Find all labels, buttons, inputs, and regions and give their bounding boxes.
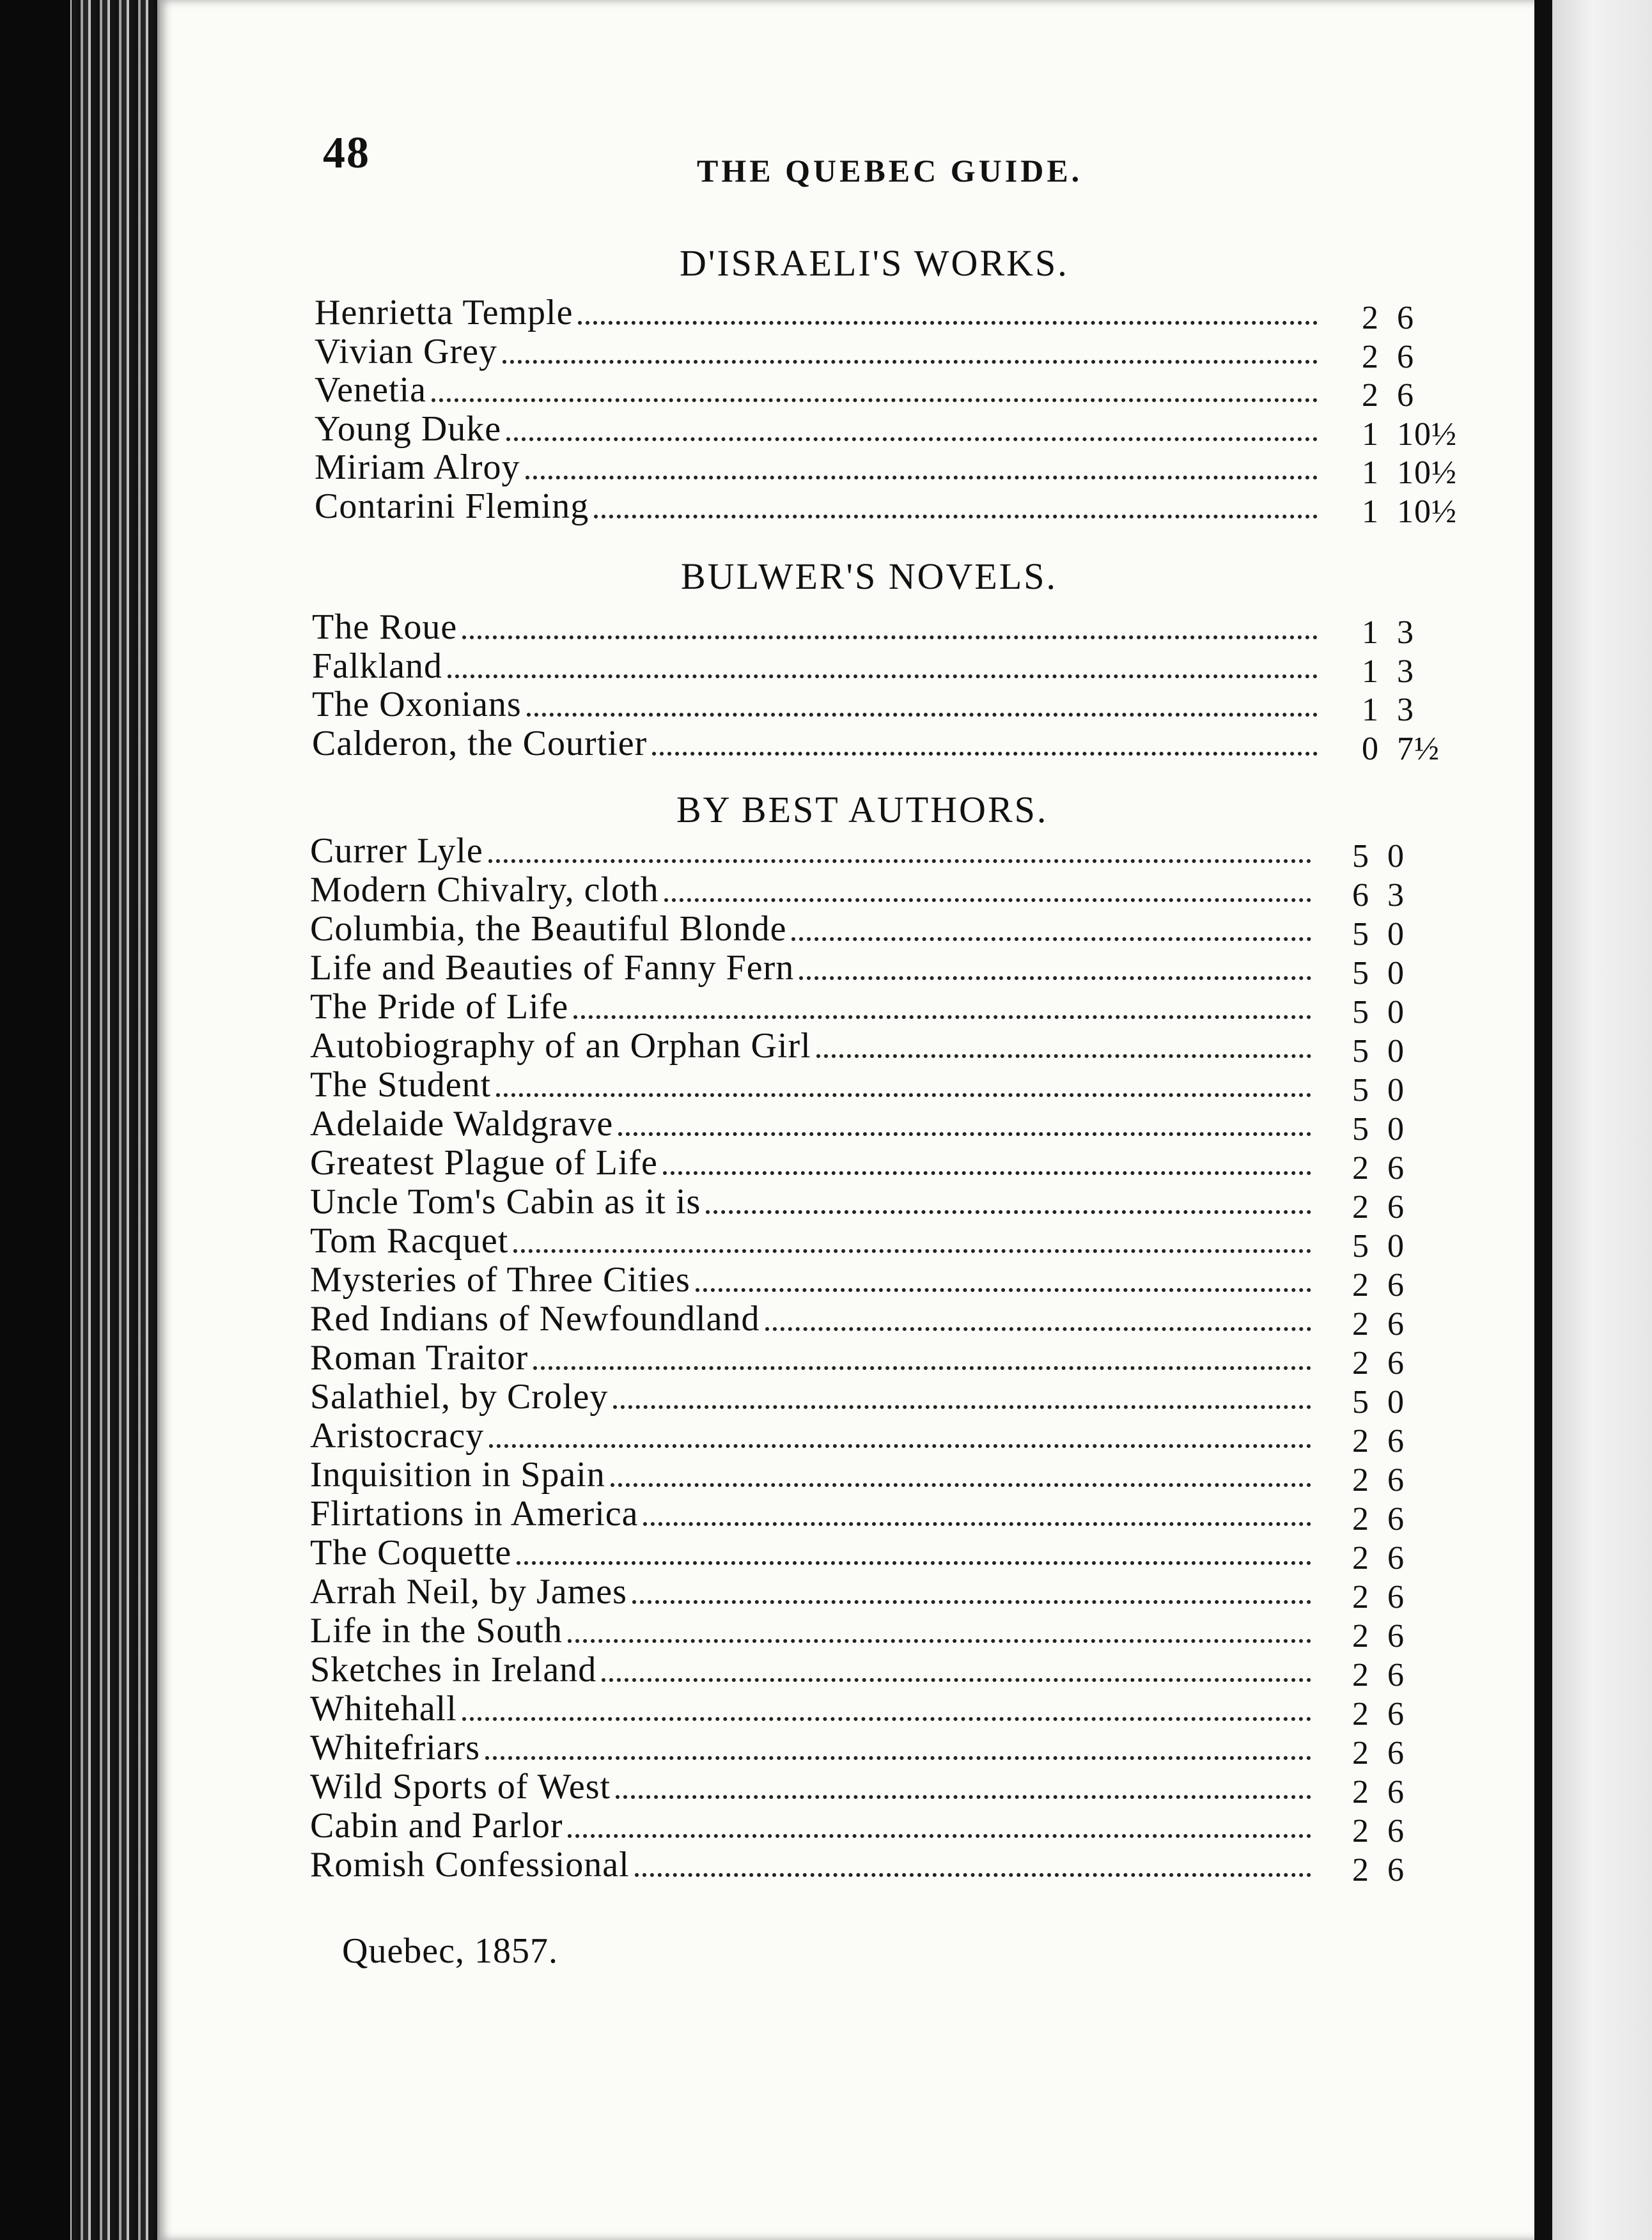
- entry-price: 5 0: [1352, 1111, 1405, 1147]
- entry-price: 5 0: [1352, 1228, 1405, 1264]
- dot-leader: [462, 635, 1318, 639]
- list-item: [310, 1650, 1320, 1690]
- dot-leader: [618, 1132, 1311, 1136]
- list-item: [312, 607, 1327, 647]
- scan-background: [0, 0, 70, 2240]
- dot-leader: [432, 398, 1318, 402]
- dot-leader: [632, 1600, 1311, 1604]
- entry-title: Sketches in Ireland: [310, 1650, 597, 1690]
- dot-leader: [503, 360, 1318, 364]
- entry-price: 2 6: [1352, 1189, 1405, 1225]
- dot-leader: [568, 1639, 1311, 1643]
- dot-leader: [578, 321, 1318, 325]
- list-item: [312, 724, 1327, 763]
- entry-title: Falkland: [312, 646, 442, 686]
- entry-price: 2 6: [1352, 1696, 1405, 1732]
- list-item: [310, 1299, 1320, 1339]
- list-item: [310, 1767, 1320, 1807]
- dot-leader: [448, 674, 1318, 678]
- entry-price: 5 0: [1352, 916, 1405, 953]
- list-item: [315, 447, 1327, 487]
- entry-title: Romish Confessional: [310, 1845, 630, 1885]
- list-item: [310, 1143, 1320, 1183]
- entry-price: 2 6: [1362, 300, 1414, 336]
- dot-leader: [663, 1171, 1311, 1175]
- dot-leader: [506, 437, 1318, 441]
- entry-price: 1 3: [1362, 653, 1414, 690]
- list-item: [310, 1572, 1320, 1612]
- dot-leader: [635, 1873, 1311, 1877]
- entry-price: 1 3: [1362, 692, 1414, 728]
- list-item: [310, 1026, 1320, 1066]
- list-item: [310, 909, 1320, 949]
- list-item: [310, 1104, 1320, 1144]
- list-item: [310, 831, 1320, 871]
- list-item: [310, 1494, 1320, 1534]
- entry-price: 1 10½: [1362, 494, 1457, 530]
- dot-leader: [602, 1678, 1311, 1682]
- list-item: [310, 1377, 1320, 1417]
- entry-price: 2 6: [1352, 1579, 1405, 1615]
- section-title-bulwer: BULWER'S NOVELS.: [681, 556, 1058, 597]
- dot-leader: [517, 1561, 1311, 1565]
- list-item: [310, 1728, 1320, 1768]
- entry-price: 2 6: [1352, 1852, 1405, 1888]
- entry-title: Flirtations in America: [310, 1494, 639, 1534]
- dot-leader: [706, 1210, 1311, 1214]
- entry-price: 5 0: [1352, 1384, 1405, 1420]
- entry-price: 2 6: [1352, 1345, 1405, 1381]
- dot-leader: [613, 1405, 1311, 1409]
- entry-price: 2 6: [1362, 339, 1414, 375]
- dot-leader: [489, 1444, 1311, 1448]
- dot-leader: [696, 1288, 1311, 1292]
- entry-price: 2 6: [1352, 1501, 1405, 1537]
- entry-title: Contarini Fleming: [315, 486, 589, 526]
- dot-leader: [533, 1366, 1311, 1370]
- dot-leader: [485, 1756, 1311, 1760]
- list-item: [315, 486, 1327, 526]
- entry-title: Venetia: [315, 370, 426, 410]
- section-title-best-authors: BY BEST AUTHORS.: [676, 789, 1048, 830]
- entry-title: Tom Racquet: [310, 1221, 509, 1261]
- entry-title: The Student: [310, 1065, 492, 1105]
- entry-price: 5 0: [1352, 838, 1405, 875]
- list-item: [310, 1182, 1320, 1222]
- entry-title: Arrah Neil, by James: [310, 1572, 627, 1612]
- entry-title: Salathiel, by Croley: [310, 1377, 609, 1417]
- entry-price: 2 6: [1352, 1735, 1405, 1771]
- dot-leader: [611, 1483, 1311, 1487]
- page-number: 48: [323, 128, 370, 178]
- list-item: [310, 1455, 1320, 1495]
- entry-price: 2 6: [1352, 1267, 1405, 1303]
- list-item: [310, 1338, 1320, 1378]
- dot-leader: [816, 1054, 1311, 1058]
- entry-price: 2 6: [1352, 1774, 1405, 1810]
- entry-price: 1 3: [1362, 614, 1414, 651]
- list-item: [310, 1689, 1320, 1729]
- dot-leader: [462, 1717, 1311, 1721]
- entry-price: 6 3: [1352, 877, 1405, 914]
- entry-price: 2 6: [1352, 1618, 1405, 1654]
- dot-leader: [594, 515, 1318, 518]
- dot-leader: [643, 1522, 1311, 1526]
- entry-title: Calderon, the Courtier: [312, 724, 648, 763]
- entry-title: Modern Chivalry, cloth: [310, 870, 659, 910]
- dot-leader: [526, 476, 1318, 479]
- entry-title: Uncle Tom's Cabin as it is: [310, 1182, 701, 1222]
- list-item: [310, 1221, 1320, 1261]
- list-item: [310, 948, 1320, 988]
- dot-leader: [527, 713, 1318, 717]
- entry-title: Inquisition in Spain: [310, 1455, 605, 1495]
- list-item: [310, 1806, 1320, 1846]
- entry-title: The Roue: [312, 607, 458, 647]
- entry-title: Young Duke: [315, 409, 502, 449]
- entry-title: The Coquette: [310, 1533, 512, 1573]
- entry-title: Life in the South: [310, 1611, 563, 1651]
- dot-leader: [488, 859, 1311, 863]
- entry-title: Henrietta Temple: [315, 293, 573, 332]
- dot-leader: [496, 1093, 1311, 1097]
- list-item: [312, 646, 1327, 686]
- list-item: [310, 987, 1320, 1027]
- list-item: [310, 1611, 1320, 1651]
- facing-page-edge: [1552, 0, 1652, 2240]
- entry-price: 5 0: [1352, 1033, 1405, 1069]
- entry-title: Life and Beauties of Fanny Fern: [310, 948, 795, 988]
- dot-leader: [616, 1795, 1311, 1799]
- entry-title: The Pride of Life: [310, 987, 569, 1027]
- entry-price: 2 6: [1352, 1657, 1405, 1693]
- entry-price: 5 0: [1352, 955, 1405, 992]
- entry-title: Cabin and Parlor: [310, 1806, 563, 1846]
- list-item: [315, 409, 1327, 449]
- dot-leader: [765, 1327, 1311, 1331]
- footer-imprint: Quebec, 1857.: [342, 1931, 559, 1971]
- list-item: [315, 370, 1327, 410]
- entry-title: Greatest Plague of Life: [310, 1143, 658, 1183]
- entry-title: Mysteries of Three Cities: [310, 1260, 690, 1300]
- list-item: [310, 1260, 1320, 1300]
- list-item: [310, 1533, 1320, 1573]
- entry-price: 2 6: [1352, 1462, 1405, 1498]
- entry-price: 2 6: [1352, 1306, 1405, 1342]
- entry-price: 2 6: [1352, 1813, 1405, 1849]
- list-item: [310, 1065, 1320, 1105]
- entry-price: 5 0: [1352, 1072, 1405, 1108]
- dot-leader: [791, 937, 1311, 941]
- dot-leader: [513, 1249, 1311, 1253]
- entry-price: 1 10½: [1362, 455, 1457, 491]
- entry-title: Wild Sports of West: [310, 1767, 611, 1807]
- dot-leader: [664, 898, 1311, 902]
- page-gutter-edge: [1534, 0, 1552, 2240]
- entry-title: The Oxonians: [312, 685, 522, 724]
- dot-leader: [568, 1834, 1311, 1838]
- section-title-disraeli: D'ISRAELI'S WORKS.: [680, 242, 1069, 284]
- entry-price: 2 6: [1352, 1423, 1405, 1459]
- entry-price: 2 6: [1352, 1150, 1405, 1186]
- dot-leader: [573, 1015, 1311, 1019]
- list-item: [310, 870, 1320, 910]
- entry-title: Currer Lyle: [310, 831, 483, 871]
- list-item: [310, 1416, 1320, 1456]
- entry-price: 5 0: [1352, 994, 1405, 1031]
- dot-leader: [652, 752, 1318, 756]
- running-head: THE QUEBEC GUIDE.: [697, 153, 1083, 189]
- list-item: [315, 332, 1327, 371]
- entry-title: Red Indians of Newfoundland: [310, 1299, 760, 1339]
- entry-price: 1 10½: [1362, 416, 1457, 453]
- entry-title: Whitefriars: [310, 1728, 480, 1768]
- entry-title: Miriam Alroy: [315, 447, 520, 487]
- entry-title: Roman Traitor: [310, 1338, 529, 1378]
- entry-title: Aristocracy: [310, 1416, 485, 1456]
- entry-title: Autobiography of an Orphan Girl: [310, 1026, 811, 1066]
- entry-title: Whitehall: [310, 1689, 457, 1729]
- list-item: [312, 685, 1327, 724]
- list-item: [310, 1845, 1320, 1885]
- entry-price: 0 7½: [1362, 731, 1440, 767]
- entry-title: Adelaide Waldgrave: [310, 1104, 614, 1144]
- entry-title: Columbia, the Beautiful Blonde: [310, 909, 787, 949]
- entry-title: Vivian Grey: [315, 332, 497, 371]
- entry-price: 2 6: [1362, 377, 1414, 414]
- list-item: [315, 293, 1327, 332]
- entry-price: 2 6: [1352, 1540, 1405, 1576]
- dot-leader: [799, 976, 1311, 980]
